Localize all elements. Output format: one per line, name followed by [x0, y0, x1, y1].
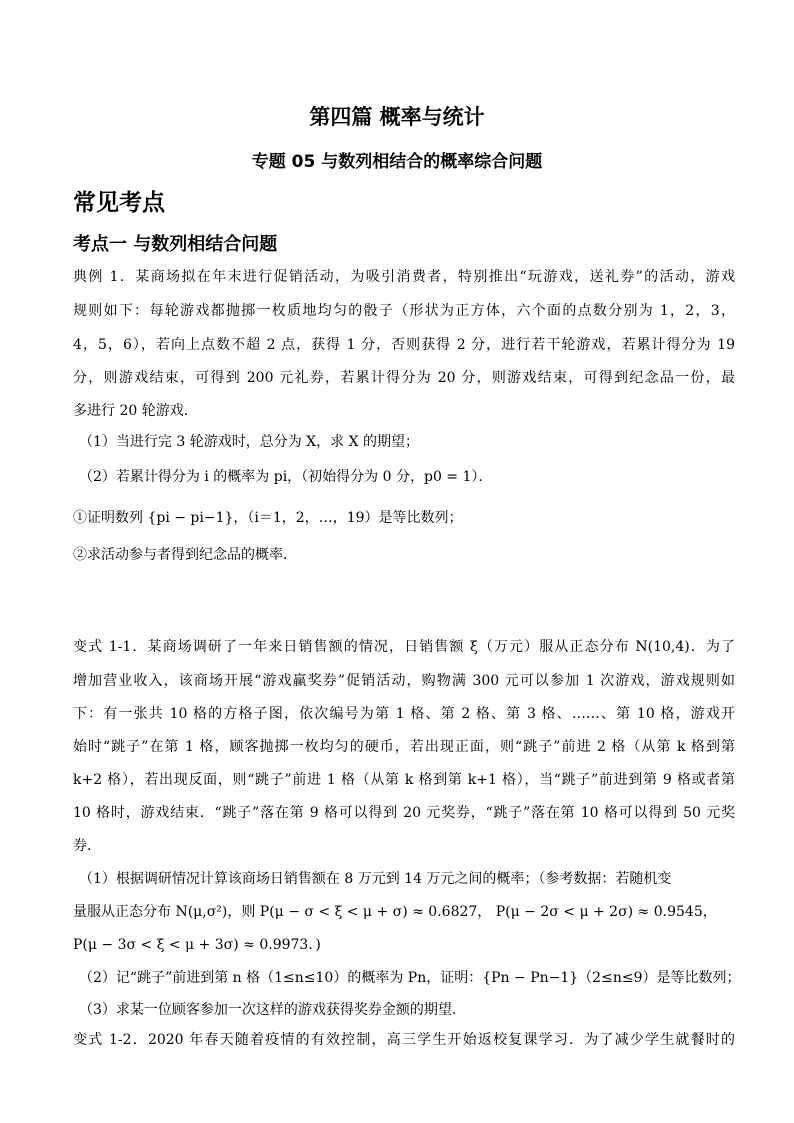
variant11-line: 券．: [73, 838, 101, 854]
page-title: 第四篇 概率与统计: [309, 105, 485, 129]
point-heading: 考点一 与数列相结合问题: [73, 234, 278, 255]
section-heading: 常见考点: [73, 190, 165, 216]
example1-question-1: （1）当进行完 3 轮游戏时，总分为 X，求 X 的期望；: [79, 434, 419, 450]
variant11-question-1: （1）根据调研情况计算该商场日销售额在 8 万元到 14 万元之间的概率；（参考数据：若随机变: [79, 871, 672, 887]
variant11-line: k+2 格），若出现反面，则“跳子”前进 1 格（从第 k 格到第 k+1 格），当“跳子”前进到第 9 格或者第: [73, 772, 735, 788]
variant11-line: 增加营业收入，该商场开展“游戏赢奖券”促销活动，购物满 300 元可以参加 1 次游戏，游戏规则如: [73, 673, 735, 689]
variant12-line: 变式 1-2．2020 年春天随着疫情的有效控制，高三学生开始返校复课学习．为了减少学生就餐时的: [73, 1032, 735, 1048]
example1-line: 多进行 20 轮游戏．: [73, 403, 198, 419]
variant11-question-1-formula: P(μ − 3σ < ξ < μ + 3σ) ≈ 0.9973．): [73, 937, 321, 953]
example1-question-2b: ②求活动参与者得到纪念品的概率．: [73, 547, 297, 563]
example1-question-2: （2）若累计得分为 i 的概率为 pi，（初始得分为 0 分，p0 = 1）．: [79, 469, 493, 485]
example1-line: 4，5，6），若向上点数不超 2 点，获得 1 分，否则获得 2 分，进行若干轮游戏，若累计得分为 19: [73, 337, 735, 353]
variant11-question-1-formula: 量服从正态分布 N(μ,σ²)，则 P(μ − σ < ξ < μ + σ) ≈ 0.6827， P(μ − 2σ < μ + 2σ) ≈ 0.9545，: [73, 904, 717, 920]
variant11-line: 变式 1-1．某商场调研了一年来日销售额的情况，日销售额 ξ（万元）服从正态分布 N(10,4)．为了: [73, 639, 735, 655]
example1-line: 分，则游戏结束，可得到 200 元礼券，若累计得分为 20 分，则游戏结束，可得到纪念品一份，最: [73, 370, 735, 386]
variant11-line: 始时“跳子”在第 1 格，顾客抛掷一枚均匀的硬币，若出现正面，则“跳子”前进 2 格（从第 k 格到第: [73, 739, 735, 755]
example1-line: 典例 1．某商场拟在年末进行促销活动，为吸引消费者，特别推出“玩游戏，送礼券”的活动，游戏: [73, 269, 735, 285]
variant11-question-2: （2）记“跳子”前进到第 n 格（1≤n≤10）的概率为 Pn，证明：{Pn − Pn−1}（2≤n≤9）是等比数列；: [79, 970, 741, 986]
page-subtitle: 专题 05 与数列相结合的概率综合问题: [251, 152, 543, 172]
variant11-line: 下：有一张共 10 格的方格子图，依次编号为第 1 格、第 2 格、第 3 格、……、第 10 格，游戏开: [73, 706, 735, 722]
example1-line: 规则如下：每轮游戏都抛掷一枚质地均匀的骰子（形状为正方体，六个面的点数分别为 1，2，3，: [73, 303, 735, 319]
variant11-line: 10 格时，游戏结束．“跳子”落在第 9 格可以得到 20 元奖券，“跳子”落在第 10 格可以得到 50 元奖: [73, 805, 735, 821]
example1-question-2a: ①证明数列 {pi − pi−1}，（i＝1，2，…，19）是等比数列；: [73, 510, 463, 526]
variant11-question-3: （3）求某一位顾客参加一次这样的游戏获得奖券金额的期望．: [79, 1002, 466, 1018]
